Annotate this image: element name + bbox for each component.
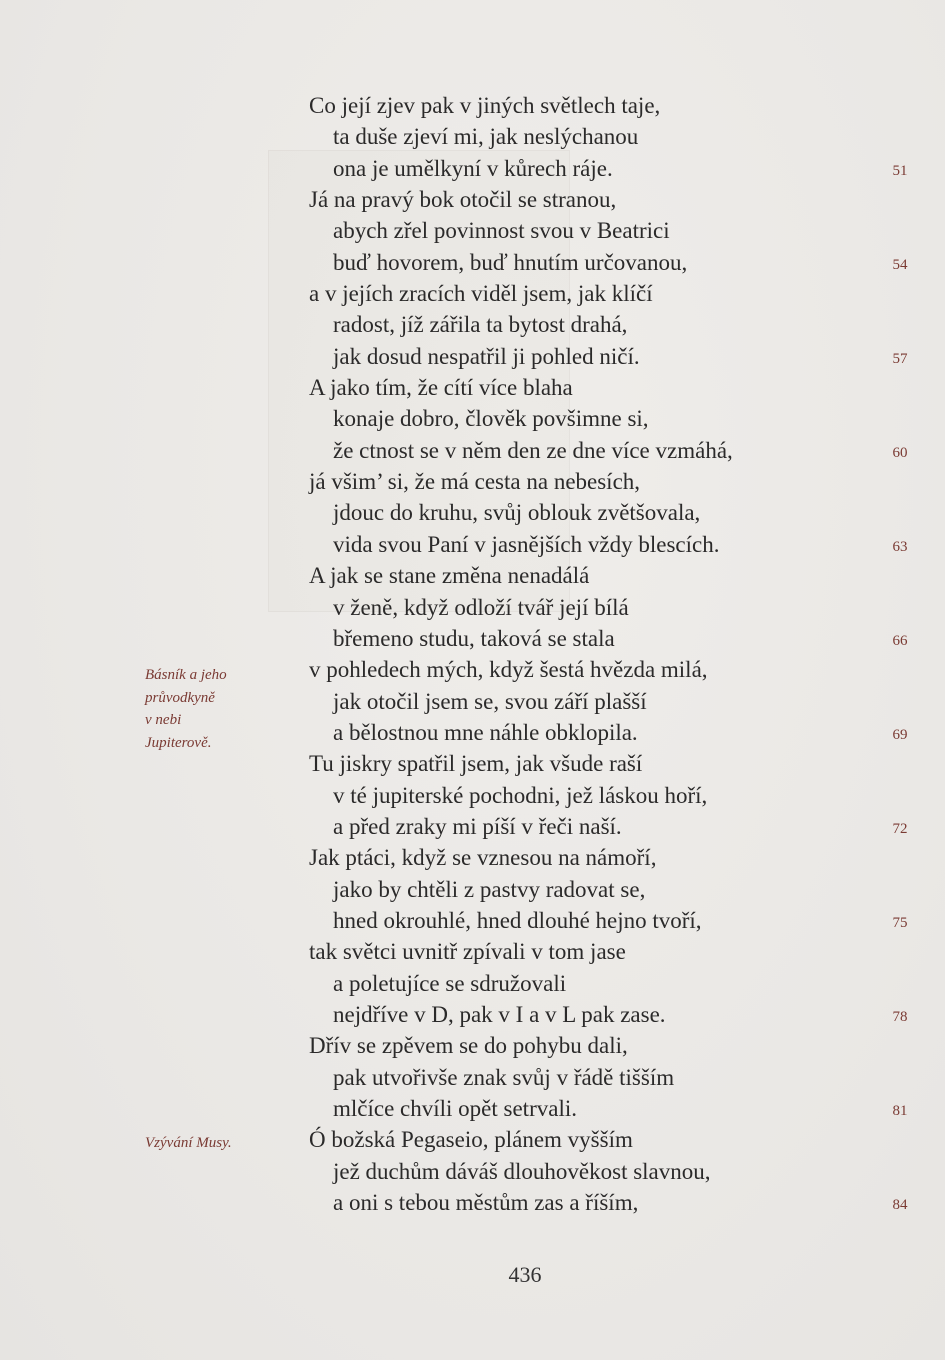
verse-text: pak utvořivše znak svůj v řádě tišším xyxy=(333,1064,675,1090)
verse-line xyxy=(0,905,945,936)
verse-text: a před zraky mi píší v řeči naší. xyxy=(333,813,622,839)
line-number: 75 xyxy=(892,914,908,931)
verse-text: jak otočil jsem se, svou září plašší xyxy=(333,688,647,714)
verse-line xyxy=(0,90,945,121)
verse-line xyxy=(0,403,945,434)
verse-text: Co její zjev pak v jiných světlech taje, xyxy=(309,93,661,118)
line-number: 51 xyxy=(892,162,908,179)
verse-line xyxy=(0,936,945,967)
verse-text: tak světci uvnitř zpívali v tom jase xyxy=(309,939,626,965)
verse-line xyxy=(0,780,945,811)
verse-line xyxy=(0,247,945,278)
verse-text: Dřív se zpěvem se do pohybu dali, xyxy=(309,1033,628,1059)
verse-line xyxy=(0,278,945,309)
verse-line xyxy=(0,623,945,654)
verse-line xyxy=(0,1124,945,1155)
verse-text: ona je umělkyní v kůrech ráje. xyxy=(333,155,613,181)
verse-text: jdouc do kruhu, svůj oblouk zvětšovala, xyxy=(333,500,701,526)
verse-text: konaje dobro, člověk povšimne si, xyxy=(333,406,649,432)
verse-text: v ženě, když odloží tvář její bílá xyxy=(333,594,629,620)
verse-text: já všim’ si, že má cesta na nebesích, xyxy=(309,469,641,495)
margin-note-invocation: Vzývání Musy. xyxy=(145,1135,232,1151)
verse-text: jak dosud nespatřil ji pohled ničí. xyxy=(333,343,640,369)
verse-line xyxy=(0,1062,945,1093)
verse-line xyxy=(0,968,945,999)
verse-line xyxy=(0,435,945,466)
verse-text: A jako tím, že cítí více blaha xyxy=(309,375,573,401)
verse-line xyxy=(0,1030,945,1061)
verse-text: v té jupiterské pochodni, jež láskou hoří, xyxy=(333,782,708,808)
verse-line xyxy=(0,811,945,842)
verse-line xyxy=(0,874,945,905)
verse-text: radost, jíž zářila ta bytost drahá, xyxy=(333,312,628,338)
verse-text: a bělostnou mne náhle obklopila. xyxy=(333,719,638,745)
verse-text: mlčíce chvíli opět setrvali. xyxy=(333,1096,577,1121)
verse-text: a v jejích zracích viděl jsem, jak klíčí xyxy=(309,281,653,307)
verse-line xyxy=(0,529,945,560)
verse-text: a poletujíce se sdružovali xyxy=(333,970,567,996)
line-number: 69 xyxy=(892,726,908,743)
verse-text: že ctnost se v něm den ze dne více vzmáhá, xyxy=(333,437,733,463)
verse-line xyxy=(0,842,945,873)
verse-line xyxy=(0,560,945,591)
line-number: 81 xyxy=(892,1103,908,1119)
verse-line xyxy=(0,341,945,372)
verse-line xyxy=(0,215,945,246)
verse-text: vida svou Paní v jasnějších vždy blescích. xyxy=(333,531,720,557)
verse-line xyxy=(0,466,945,497)
verse-line xyxy=(0,153,945,184)
line-number: 84 xyxy=(892,1197,908,1214)
verse-text: jež duchům dáváš dlouhověkost slavnou, xyxy=(333,1158,711,1184)
page-number: 436 xyxy=(508,1262,542,1287)
verse-text: v pohledech mých, když šestá hvězda milá, xyxy=(309,657,708,683)
verse-text: Jak ptáci, když se vznesou na námoří, xyxy=(309,845,657,871)
verse-line xyxy=(0,654,945,685)
verse-line xyxy=(0,121,945,152)
verse-line xyxy=(0,686,945,717)
verse-line xyxy=(0,1093,945,1124)
verse-text: nejdříve v D, pak v I a v L pak zase. xyxy=(333,1001,666,1027)
verse-line xyxy=(0,592,945,623)
line-number: 78 xyxy=(892,1008,908,1025)
verse-line xyxy=(0,1156,945,1187)
verse-line xyxy=(0,497,945,528)
line-number: 57 xyxy=(892,350,908,367)
verse-line xyxy=(0,184,945,215)
verse-line xyxy=(0,372,945,403)
verse-block xyxy=(0,90,945,1218)
verse-text: a oni s tebou městům zas a říším, xyxy=(333,1190,639,1216)
verse-text: Ó božská Pegaseio, plánem vyšším xyxy=(309,1127,633,1153)
verse-text: Tu jiskry spatřil jsem, jak všude raší xyxy=(309,751,643,777)
line-number: 66 xyxy=(892,632,908,649)
verse-line xyxy=(0,748,945,779)
verse-text: buď hovorem, buď hnutím určovanou, xyxy=(333,249,688,275)
line-number: 72 xyxy=(892,820,908,837)
margin-note-jupiter: Básník a jeho průvodkyně v nebi Jupiterově. xyxy=(145,667,227,751)
line-number: 60 xyxy=(892,444,908,461)
verse-text: A jak se stane změna nenadálá xyxy=(309,563,590,589)
verse-text: Já na pravý bok otočil se stranou, xyxy=(309,187,617,213)
verse-line xyxy=(0,717,945,748)
verse-line xyxy=(0,1187,945,1218)
verse-line xyxy=(0,309,945,340)
verse-text: jako by chtěli z pastvy radovat se, xyxy=(333,876,646,902)
verse-line xyxy=(0,999,945,1030)
verse-text: břemeno studu, taková se stala xyxy=(333,625,615,651)
line-number: 63 xyxy=(892,538,908,555)
line-number: 54 xyxy=(892,256,908,273)
verse-text: hned okrouhlé, hned dlouhé hejno tvoří, xyxy=(333,907,702,933)
verse-text: abych zřel povinnost svou v Beatrici xyxy=(333,218,670,244)
verse-text: ta duše zjeví mi, jak neslýchanou xyxy=(333,124,639,150)
